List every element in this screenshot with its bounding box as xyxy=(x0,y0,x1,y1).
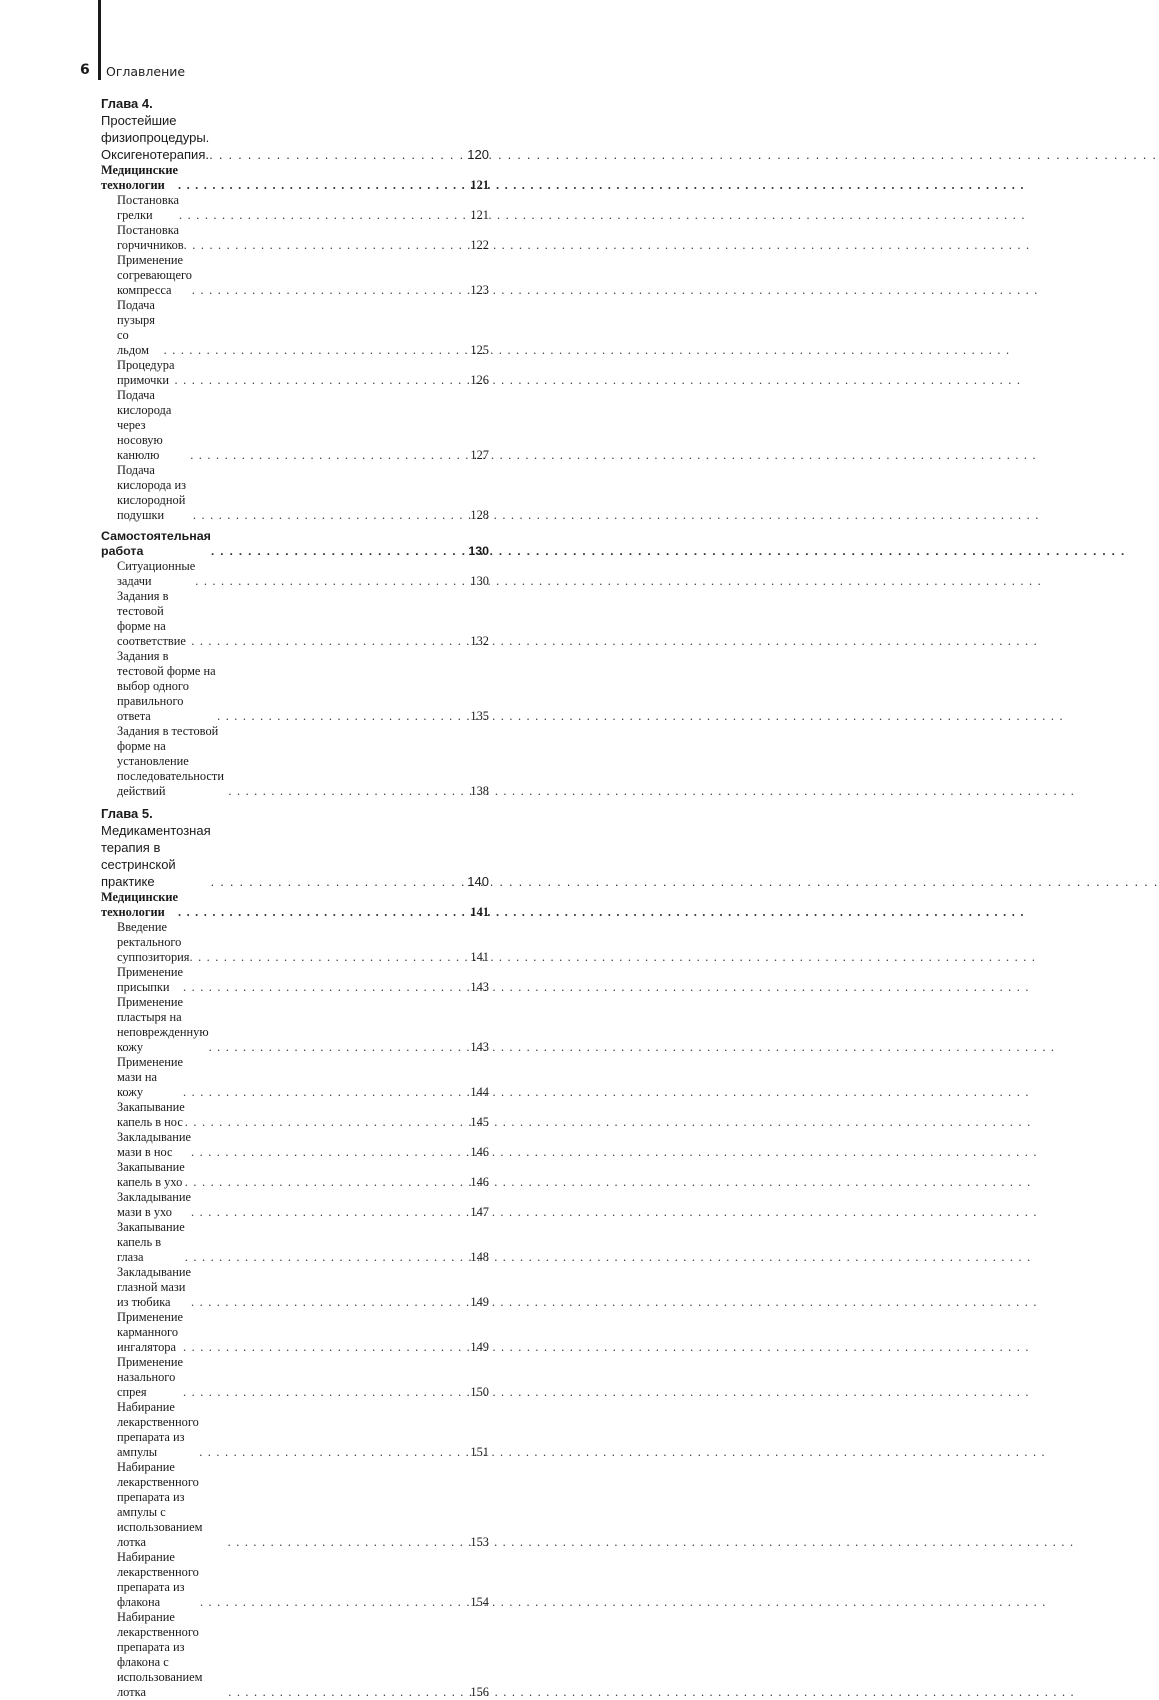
toc-entry-title: Медицинские технологии xyxy=(101,890,178,919)
toc-leader-dots xyxy=(184,238,471,253)
toc-chapter-title xyxy=(101,95,209,163)
toc-page-number: 144 xyxy=(470,1085,489,1099)
toc-entry-title: Постановка горчичников xyxy=(117,223,184,252)
toc-entry[interactable] xyxy=(101,995,489,1055)
toc-page-number: 132 xyxy=(470,634,489,648)
toc-section[interactable] xyxy=(101,890,489,920)
toc-page-number: 156 xyxy=(470,1685,489,1699)
toc-entry-title: Самостоятельная работа xyxy=(101,529,211,558)
toc-entry[interactable] xyxy=(101,1400,489,1460)
toc-leader-dots xyxy=(192,283,470,298)
toc-section[interactable] xyxy=(101,163,489,193)
toc-leader-dots xyxy=(164,343,471,358)
toc-leader-dots xyxy=(195,574,470,589)
toc-page-number: 123 xyxy=(470,283,489,297)
toc-entry[interactable] xyxy=(101,358,489,388)
toc-page-number: 122 xyxy=(470,238,489,252)
toc-page-number: 148 xyxy=(470,1250,489,1264)
toc-leader-dots xyxy=(190,448,470,463)
toc-leader-dots xyxy=(183,980,470,995)
toc-entry-title: Набирание лекарственного препарата из ампулы xyxy=(117,1400,199,1459)
toc-leader-dots xyxy=(209,146,467,163)
toc-leader-dots xyxy=(199,1445,470,1460)
toc-leader-dots xyxy=(211,873,468,890)
toc-entry[interactable] xyxy=(101,388,489,463)
toc-leader-dots xyxy=(217,709,470,724)
toc-page-number: 150 xyxy=(470,1385,489,1399)
toc-leader-dots xyxy=(179,208,470,223)
toc-leader-dots xyxy=(193,508,471,523)
toc-page-number: 149 xyxy=(470,1295,489,1309)
toc-leader-dots xyxy=(228,1685,470,1700)
toc-leader-dots xyxy=(183,1385,470,1400)
toc-page-number: 121 xyxy=(470,208,489,222)
toc-entry-title: Закапывание капель в глаза xyxy=(117,1220,185,1264)
toc-leader-dots xyxy=(191,1205,470,1220)
toc-leader-dots xyxy=(178,905,470,920)
toc-entry[interactable] xyxy=(101,298,489,358)
toc-leader-dots xyxy=(185,1250,471,1265)
toc-entry-title: Применение согревающего компресса xyxy=(117,253,192,297)
toc-entry-title: Закладывание мази в нос xyxy=(117,1130,191,1159)
toc-entry[interactable] xyxy=(101,1550,489,1610)
toc-entry-title: Задания в тестовой форме на выбор одного правильного ответа xyxy=(117,649,216,723)
toc-page-number: 151 xyxy=(470,1445,489,1459)
toc-leader-dots xyxy=(178,178,470,193)
toc-page-number: 143 xyxy=(470,980,489,994)
toc-entry-title: Постановка грелки xyxy=(117,193,180,222)
toc-page-number: 146 xyxy=(470,1145,489,1159)
toc-entry[interactable] xyxy=(101,463,489,523)
toc-leader-dots xyxy=(228,784,470,799)
toc-page-number: 120 xyxy=(467,147,489,162)
toc-entry[interactable] xyxy=(101,253,489,298)
toc-entry[interactable] xyxy=(101,1265,489,1310)
toc-chapter-label: Глава 4. xyxy=(101,96,153,111)
toc-page-number: 135 xyxy=(470,709,489,723)
page-number: 6 xyxy=(80,62,90,78)
toc-entry-title: Ситуационные задачи xyxy=(117,559,196,588)
toc-entry[interactable] xyxy=(101,589,489,649)
toc-entry[interactable] xyxy=(101,649,489,724)
toc-leader-dots xyxy=(189,950,470,965)
toc-leader-dots xyxy=(200,1595,470,1610)
toc-leader-dots xyxy=(209,1040,471,1055)
toc-entry[interactable] xyxy=(101,724,489,799)
toc-entry[interactable] xyxy=(101,1100,489,1130)
toc-chapter-label: Глава 5. xyxy=(101,806,153,821)
toc-entry-title: Набирание лекарственного препарата из флакона с использованием лотка xyxy=(117,1610,203,1699)
toc-entry-title: Задания в тестовой форме на установление последовательности действий xyxy=(117,724,224,798)
toc-leader-dots xyxy=(191,634,470,649)
toc-entry-title: Применение карманного ингалятора xyxy=(117,1310,184,1354)
toc-entry-title: Набирание лекарственного препарата из флакона xyxy=(117,1550,199,1609)
toc-entry-title: Введение ректального суппозитория xyxy=(117,920,190,964)
toc-entry[interactable] xyxy=(101,1610,489,1700)
toc-leader-dots xyxy=(211,544,468,559)
toc-entry-title: Медицинские технологии xyxy=(101,163,178,192)
toc-entry[interactable] xyxy=(101,1355,489,1400)
toc-entry-title: Закапывание капель в ухо xyxy=(117,1160,185,1189)
toc-entry[interactable] xyxy=(101,1160,489,1190)
toc-entry[interactable] xyxy=(101,965,489,995)
toc-leader-dots xyxy=(185,1115,471,1130)
toc-entry[interactable] xyxy=(101,223,489,253)
toc-chapter-text: Простейшие физиопроцедуры. Оксигенотерапия. xyxy=(101,113,210,162)
toc-entry-title: Подача кислорода через носовую канюлю xyxy=(117,388,172,462)
toc-page-number: 147 xyxy=(470,1205,489,1219)
toc-leader-dots xyxy=(228,1535,471,1550)
toc-page-number: 127 xyxy=(470,448,489,462)
toc-entry[interactable] xyxy=(101,1130,489,1160)
toc-leader-dots xyxy=(191,1145,470,1160)
toc-entry-title: Применение мази на кожу xyxy=(117,1055,184,1099)
toc-entry[interactable] xyxy=(101,1310,489,1355)
toc-entry[interactable] xyxy=(101,920,489,965)
toc-entry-title: Подача пузыря со льдом xyxy=(117,298,155,357)
toc-entry-title: Закладывание глазной мази из тюбика xyxy=(117,1265,191,1309)
toc-page-number: 138 xyxy=(470,784,489,798)
toc-chapter[interactable] xyxy=(101,805,489,890)
toc-page-number: 125 xyxy=(470,343,489,357)
toc-leader-dots xyxy=(183,1340,470,1355)
toc-chapter-title xyxy=(101,805,211,890)
toc-page-number: 121 xyxy=(470,178,489,192)
running-header-title: Оглавление xyxy=(106,64,186,79)
toc-entry[interactable] xyxy=(101,559,489,589)
toc-page-number: 143 xyxy=(470,1040,489,1054)
toc-leader-dots xyxy=(185,1175,471,1190)
table-of-contents xyxy=(101,95,489,1700)
toc-entry-title: Подача кислорода из кислородной подушки xyxy=(117,463,186,522)
toc-page-number: 145 xyxy=(470,1115,489,1129)
toc-entry[interactable] xyxy=(101,1220,489,1265)
toc-page-number: 130 xyxy=(470,574,489,588)
toc-page-number: 149 xyxy=(470,1340,489,1354)
toc-leader-dots xyxy=(175,373,471,388)
toc-entry[interactable] xyxy=(101,1190,489,1220)
toc-chapter-text: Медикаментозная терапия в сестринской практике xyxy=(101,823,211,889)
toc-entry-title: Применение присыпки xyxy=(117,965,184,994)
toc-page-number: 141 xyxy=(470,905,489,919)
toc-page-number: 141 xyxy=(470,950,489,964)
toc-entry-title: Закладывание мази в ухо xyxy=(117,1190,191,1219)
header-vertical-rule xyxy=(98,0,101,80)
toc-page-number: 126 xyxy=(470,373,489,387)
toc-section[interactable] xyxy=(101,529,489,559)
toc-entry-title: Процедура примочки xyxy=(117,358,175,387)
toc-entry[interactable] xyxy=(101,1460,489,1550)
toc-leader-dots xyxy=(183,1085,470,1100)
toc-entry-title: Закапывание капель в нос xyxy=(117,1100,185,1129)
toc-leader-dots xyxy=(191,1295,470,1310)
toc-entry[interactable] xyxy=(101,193,489,223)
toc-chapter[interactable] xyxy=(101,95,489,163)
toc-entry-title: Набирание лекарственного препарата из ампулы с использованием лотка xyxy=(117,1460,203,1549)
toc-entry[interactable] xyxy=(101,1055,489,1100)
toc-page-number: 146 xyxy=(470,1175,489,1189)
toc-page-number: 128 xyxy=(470,508,489,522)
toc-page-number: 130 xyxy=(468,544,489,558)
toc-entry-title: Применение назального спрея xyxy=(117,1355,184,1399)
toc-page-number: 140 xyxy=(467,874,489,889)
toc-page-number: 154 xyxy=(470,1595,489,1609)
toc-entry-title: Применение пластыря на неповрежденную кожу xyxy=(117,995,209,1054)
toc-entry-title: Задания в тестовой форме на соответствие xyxy=(117,589,186,648)
toc-page-number: 153 xyxy=(470,1535,489,1549)
